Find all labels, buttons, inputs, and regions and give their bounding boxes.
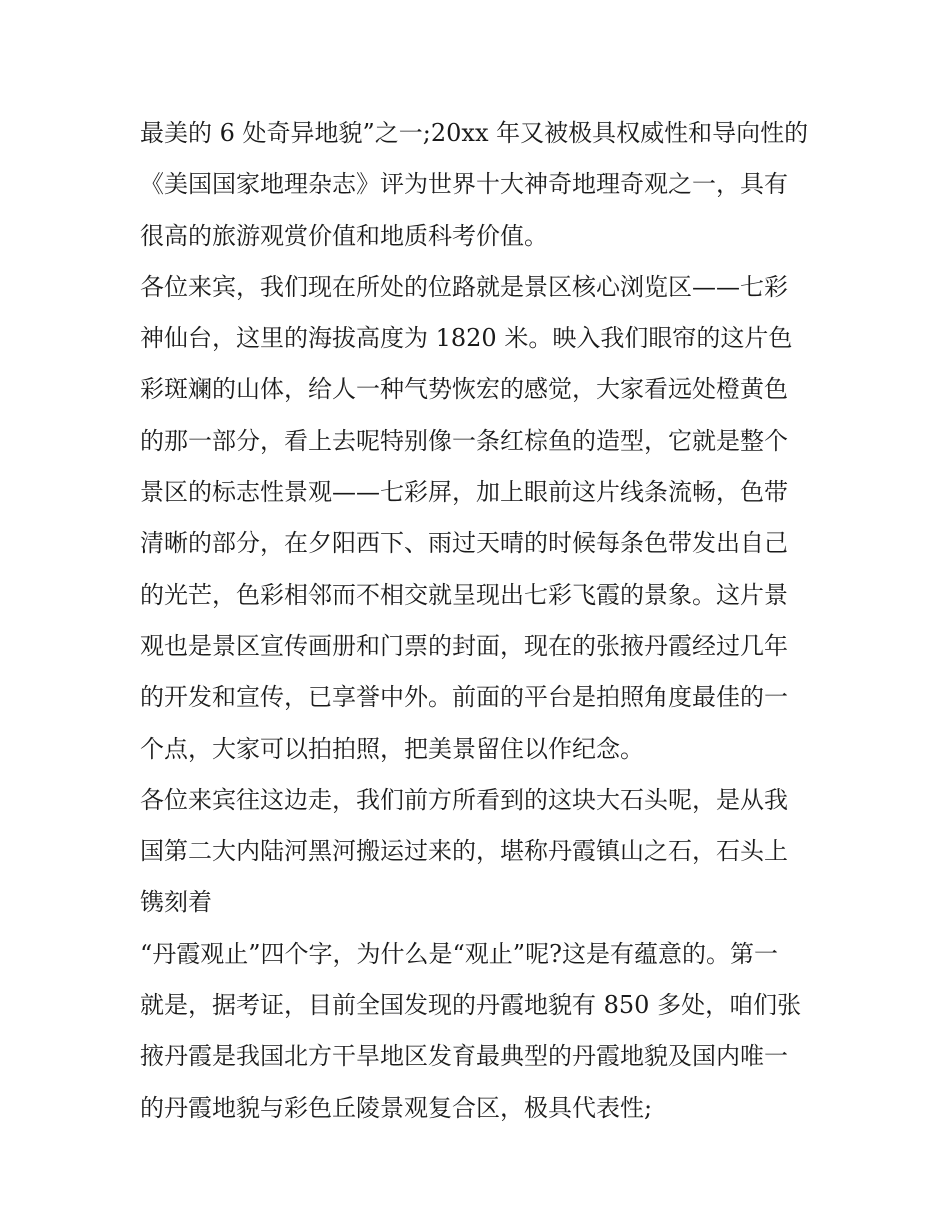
text-line: 国第二大内陆河黑河搬运过来的，堪称丹霞镇山之石，石头上 (140, 837, 788, 866)
text-line: 的那一部分，看上去呢特别像一条红棕鱼的造型，它就是整个 (140, 426, 788, 455)
text-line: 神仙台，这里的海拔高度为 1820 米。映入我们眼帘的这片色 (140, 324, 793, 353)
text-line: 很高的旅游观赏价值和地质科考价值。 (140, 221, 548, 250)
text-line: 的光芒，色彩相邻而不相交就呈现出七彩飞霞的景象。这片景 (140, 580, 788, 609)
text-line: 最美的 6 处奇异地貌”之一;20xx 年又被极具权威性和导向性的 (140, 119, 809, 147)
text-line: 个点，大家可以拍拍照，把美景留住以作纪念。 (140, 734, 644, 763)
text-line: 各位来宾往这边走，我们前方所看到的这块大石头呢，是从我 (140, 785, 788, 814)
text-line: 彩斑斓的山体，给人一种气势恢宏的感觉，大家看远处橙黄色 (140, 375, 788, 404)
text-line: “丹霞观止”四个字，为什么是“观止”呢?这是有蕴意的。第一 (140, 939, 778, 968)
document-body (140, 108, 820, 1134)
text-line: 镌刻着 (140, 888, 212, 917)
text-line: 清晰的部分，在夕阳西下、雨过天晴的时候每条色带发出自己 (140, 529, 788, 558)
text-line: 《美国国家地理杂志》评为世界十大神奇地理奇观之一，具有 (140, 170, 788, 199)
text-line: 就是，据考证，目前全国发现的丹霞地貌有 850 多处，咱们张 (140, 991, 802, 1020)
text-line: 景区的标志性景观——七彩屏，加上眼前这片线条流畅，色带 (140, 478, 788, 507)
text-line: 各位来宾，我们现在所处的位路就是景区核心浏览区——七彩 (140, 272, 788, 301)
text-line: 的开发和宣传，已享誉中外。前面的平台是拍照角度最佳的一 (140, 683, 788, 712)
text-line: 掖丹霞是我国北方干旱地区发育最典型的丹霞地貌及国内唯一 (140, 1042, 788, 1071)
text-line: 的丹霞地貌与彩色丘陵景观复合区，极具代表性; (140, 1093, 653, 1122)
text-line: 观也是景区宣传画册和门票的封面，现在的张掖丹霞经过几年 (140, 631, 788, 660)
